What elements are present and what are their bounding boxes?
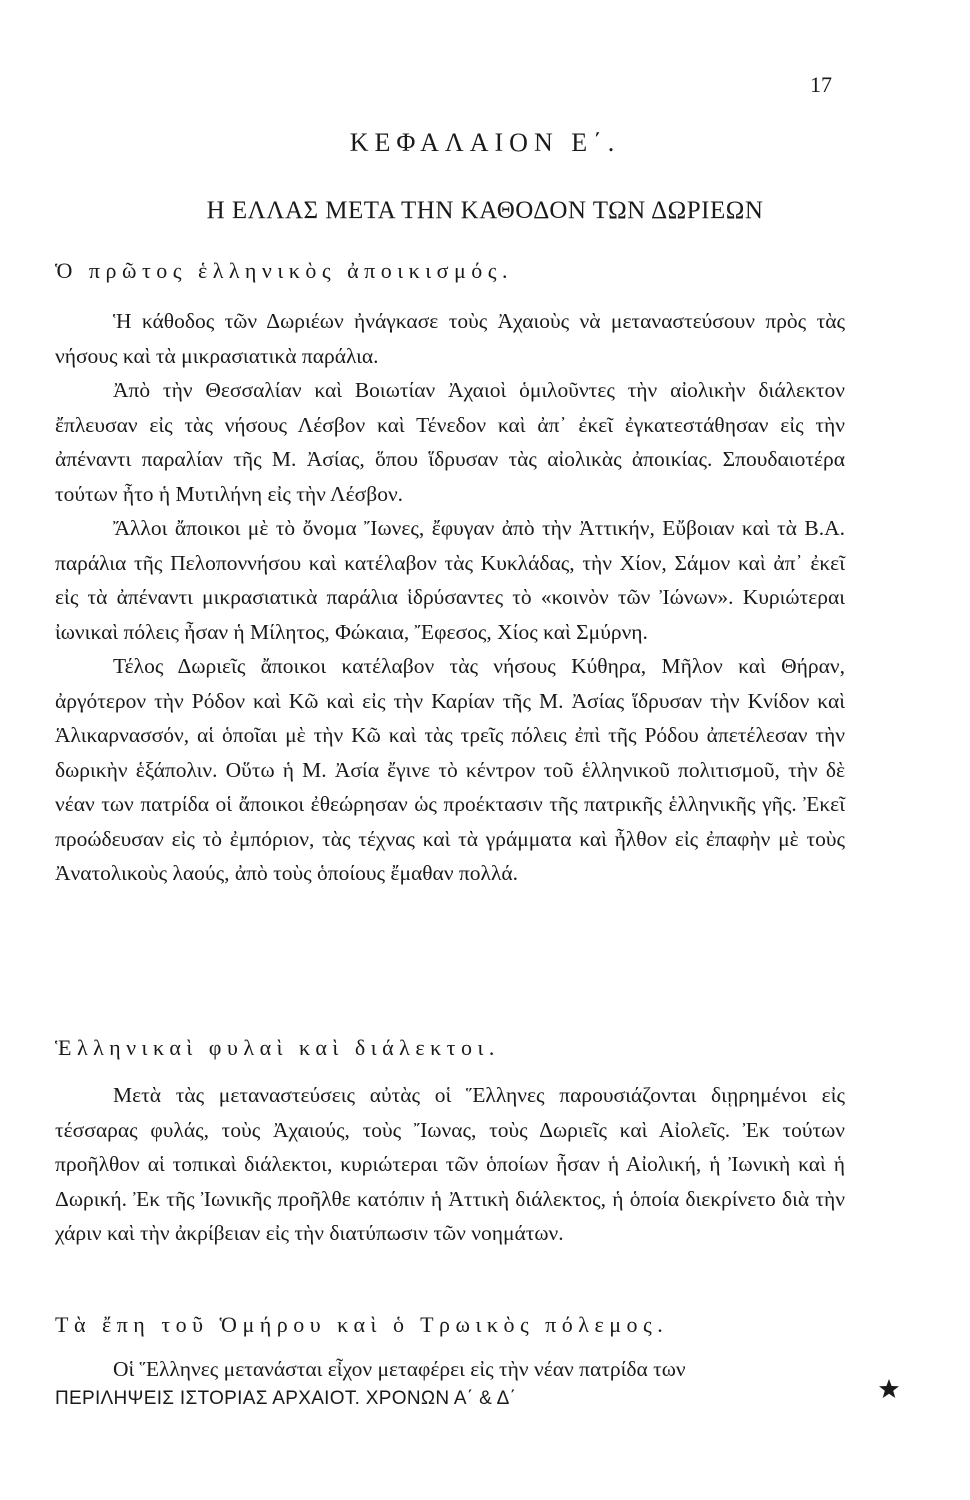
section-body-tribes: [55, 1078, 845, 1251]
paragraph: Ἡ κάθοδος τῶν Δωριέων ἠνάγκασε τοὺς Ἀχαιοὺς νὰ μεταναστεύσουν πρὸς τὰς νήσους καὶ τὰ μικρασιατικὰ παράλια.: [55, 309, 845, 368]
book-footer: ΠΕΡΙΛΗΨΕΙΣ ΙΣΤΟΡΙΑΣ ΑΡΧΑΙΟΤ. ΧΡΟΝΩΝ Α΄ & Δ΄: [55, 1388, 517, 1409]
page-number: 17: [810, 72, 832, 97]
chapter-subtitle: Η ΕΛΛΑΣ ΜΕΤΑ ΤΗΝ ΚΑΘΟΔΟΝ ΤΩΝ ΔΩΡΙΕΩΝ: [206, 197, 764, 224]
paragraph: Τέλος Δωριεῖς ἄποικοι κατέλαβον τὰς νήσους Κύθηρα, Μῆλον καὶ Θήραν, ἀργότερον τὴν Ρόδον καὶ Κῶ καὶ εἰς τὴν Καρίαν τῆς Μ. Ἀσίας ἵδρυσαν τὴν Κνίδον καὶ Ἁλικαρνασσόν, αἱ ὁποῖαι μὲ τὴν Κῶ καὶ τὰς τρεῖς πόλεις ἐπὶ τῆς Ρόδου ἀπετέλεσαν τὴν δωρικὴν ἑξάπολιν. Οὕτω ἡ Μ. Ἀσία ἔγινε τὸ κέντρον τοῦ ἑλληνικοῦ πολιτισμοῦ, τὴν δὲ νέαν των πατρίδα οἱ ἄποικοι ἐθεώρησαν ὡς προέκτασιν τῆς πατρικῆς ἑλληνικῆς γῆς. Ἐκεῖ προώδευσαν εἰς τὸ ἐμπόριον, τὰς τέχνας καὶ τὰ γράμματα καὶ ἦλθον εἰς ἐπαφὴν μὲ τοὺς Ἀνατολικοὺς λαούς, ἀπὸ τοὺς ὁποίους ἔμαθαν πολλά.: [55, 654, 845, 885]
paragraph: Μετὰ τὰς μεταναστεύσεις αὐτὰς οἱ Ἕλληνες παρουσιάζονται διῃρημένοι εἰς τέσσαρας φυλάς, τοὺς Ἀχαιούς, τοὺς Ἴωνας, τοὺς Δωριεῖς καὶ Αἰολεῖς. Ἐκ τούτων προῆλθον αἱ τοπικαὶ διάλεκτοι, κυριώτεραι τῶν ὁποίων ἦσαν ἡ Αἰολική, ἡ Ἰωνικὴ καὶ ἡ Δωρική. Ἐκ τῆς Ἰωνικῆς προῆλθε κατόπιν ἡ Ἀττικὴ διάλεκτος, ἡ ὁποία διεκρίνετο διὰ τὴν χάριν καὶ τὴν ἀκρίβειαν εἰς τὴν διατύπωσιν τῶν νοημάτων.: [55, 1083, 845, 1245]
section-body-colonization: [55, 304, 845, 891]
paragraph: Οἱ Ἕλληνες μετανάσται εἶχον μεταφέρει εἰς τὴν νέαν πατρίδα των: [113, 1357, 686, 1381]
paragraph: Ἀπὸ τὴν Θεσσαλίαν καὶ Βοιωτίαν Ἀχαιοὶ ὁμιλοῦντες τὴν αἰολικὴν διάλεκτον ἔπλευσαν εἰς τὰς νήσους Λέσβον καὶ Τένεδον καὶ ἀπ᾽ ἐκεῖ ἐγκατεστάθησαν εἰς τὴν ἀπέναντι παραλίαν τῆς Μ. Ἀσίας, ὅπου ἵδρυσαν τὰς αἰολικὰς ἀποικίας. Σπουδαιοτέρα τούτων ἦτο ἡ Μυτιλήνη εἰς τὴν Λέσβον.: [55, 378, 845, 506]
section-heading-colonization: Ὁ πρῶτος ἑλληνικὸς ἀποικισμός.: [55, 258, 513, 283]
star-icon: [878, 1378, 900, 1400]
section-heading-homer: Τὰ ἔπη τοῦ Ὁμήρου καὶ ὁ Τρωικὸς πόλεμος.: [55, 1312, 669, 1337]
paragraph: Ἄλλοι ἄποικοι μὲ τὸ ὄνομα Ἴωνες, ἔφυγαν ἀπὸ τὴν Ἀττικήν, Εὔβοιαν καὶ τὰ Β.Α. παράλια τῆς Πελοποννήσου καὶ κατέλαβον τὰς Κυκλάδας, τὴν Χίον, Σάμον καὶ ἀπ᾽ ἐκεῖ εἰς τὰ ἀπέναντι μικρασιατικὰ παράλια ἱδρύσαντες τὸ «κοινὸν τῶν Ἰώνων». Κυριώτεραι ἰωνικαὶ πόλεις ἦσαν ἡ Μίλητος, Φώκαια, Ἔφεσος, Χίος καὶ Σμύρνη.: [55, 516, 845, 644]
section-heading-tribes: Ἑλληνικαὶ φυλαὶ καὶ διάλεκτοι.: [55, 1035, 500, 1060]
section-body-homer: [55, 1352, 845, 1387]
chapter-title: ΚΕΦΑΛΑΙΟΝ Ε΄.: [349, 128, 621, 157]
